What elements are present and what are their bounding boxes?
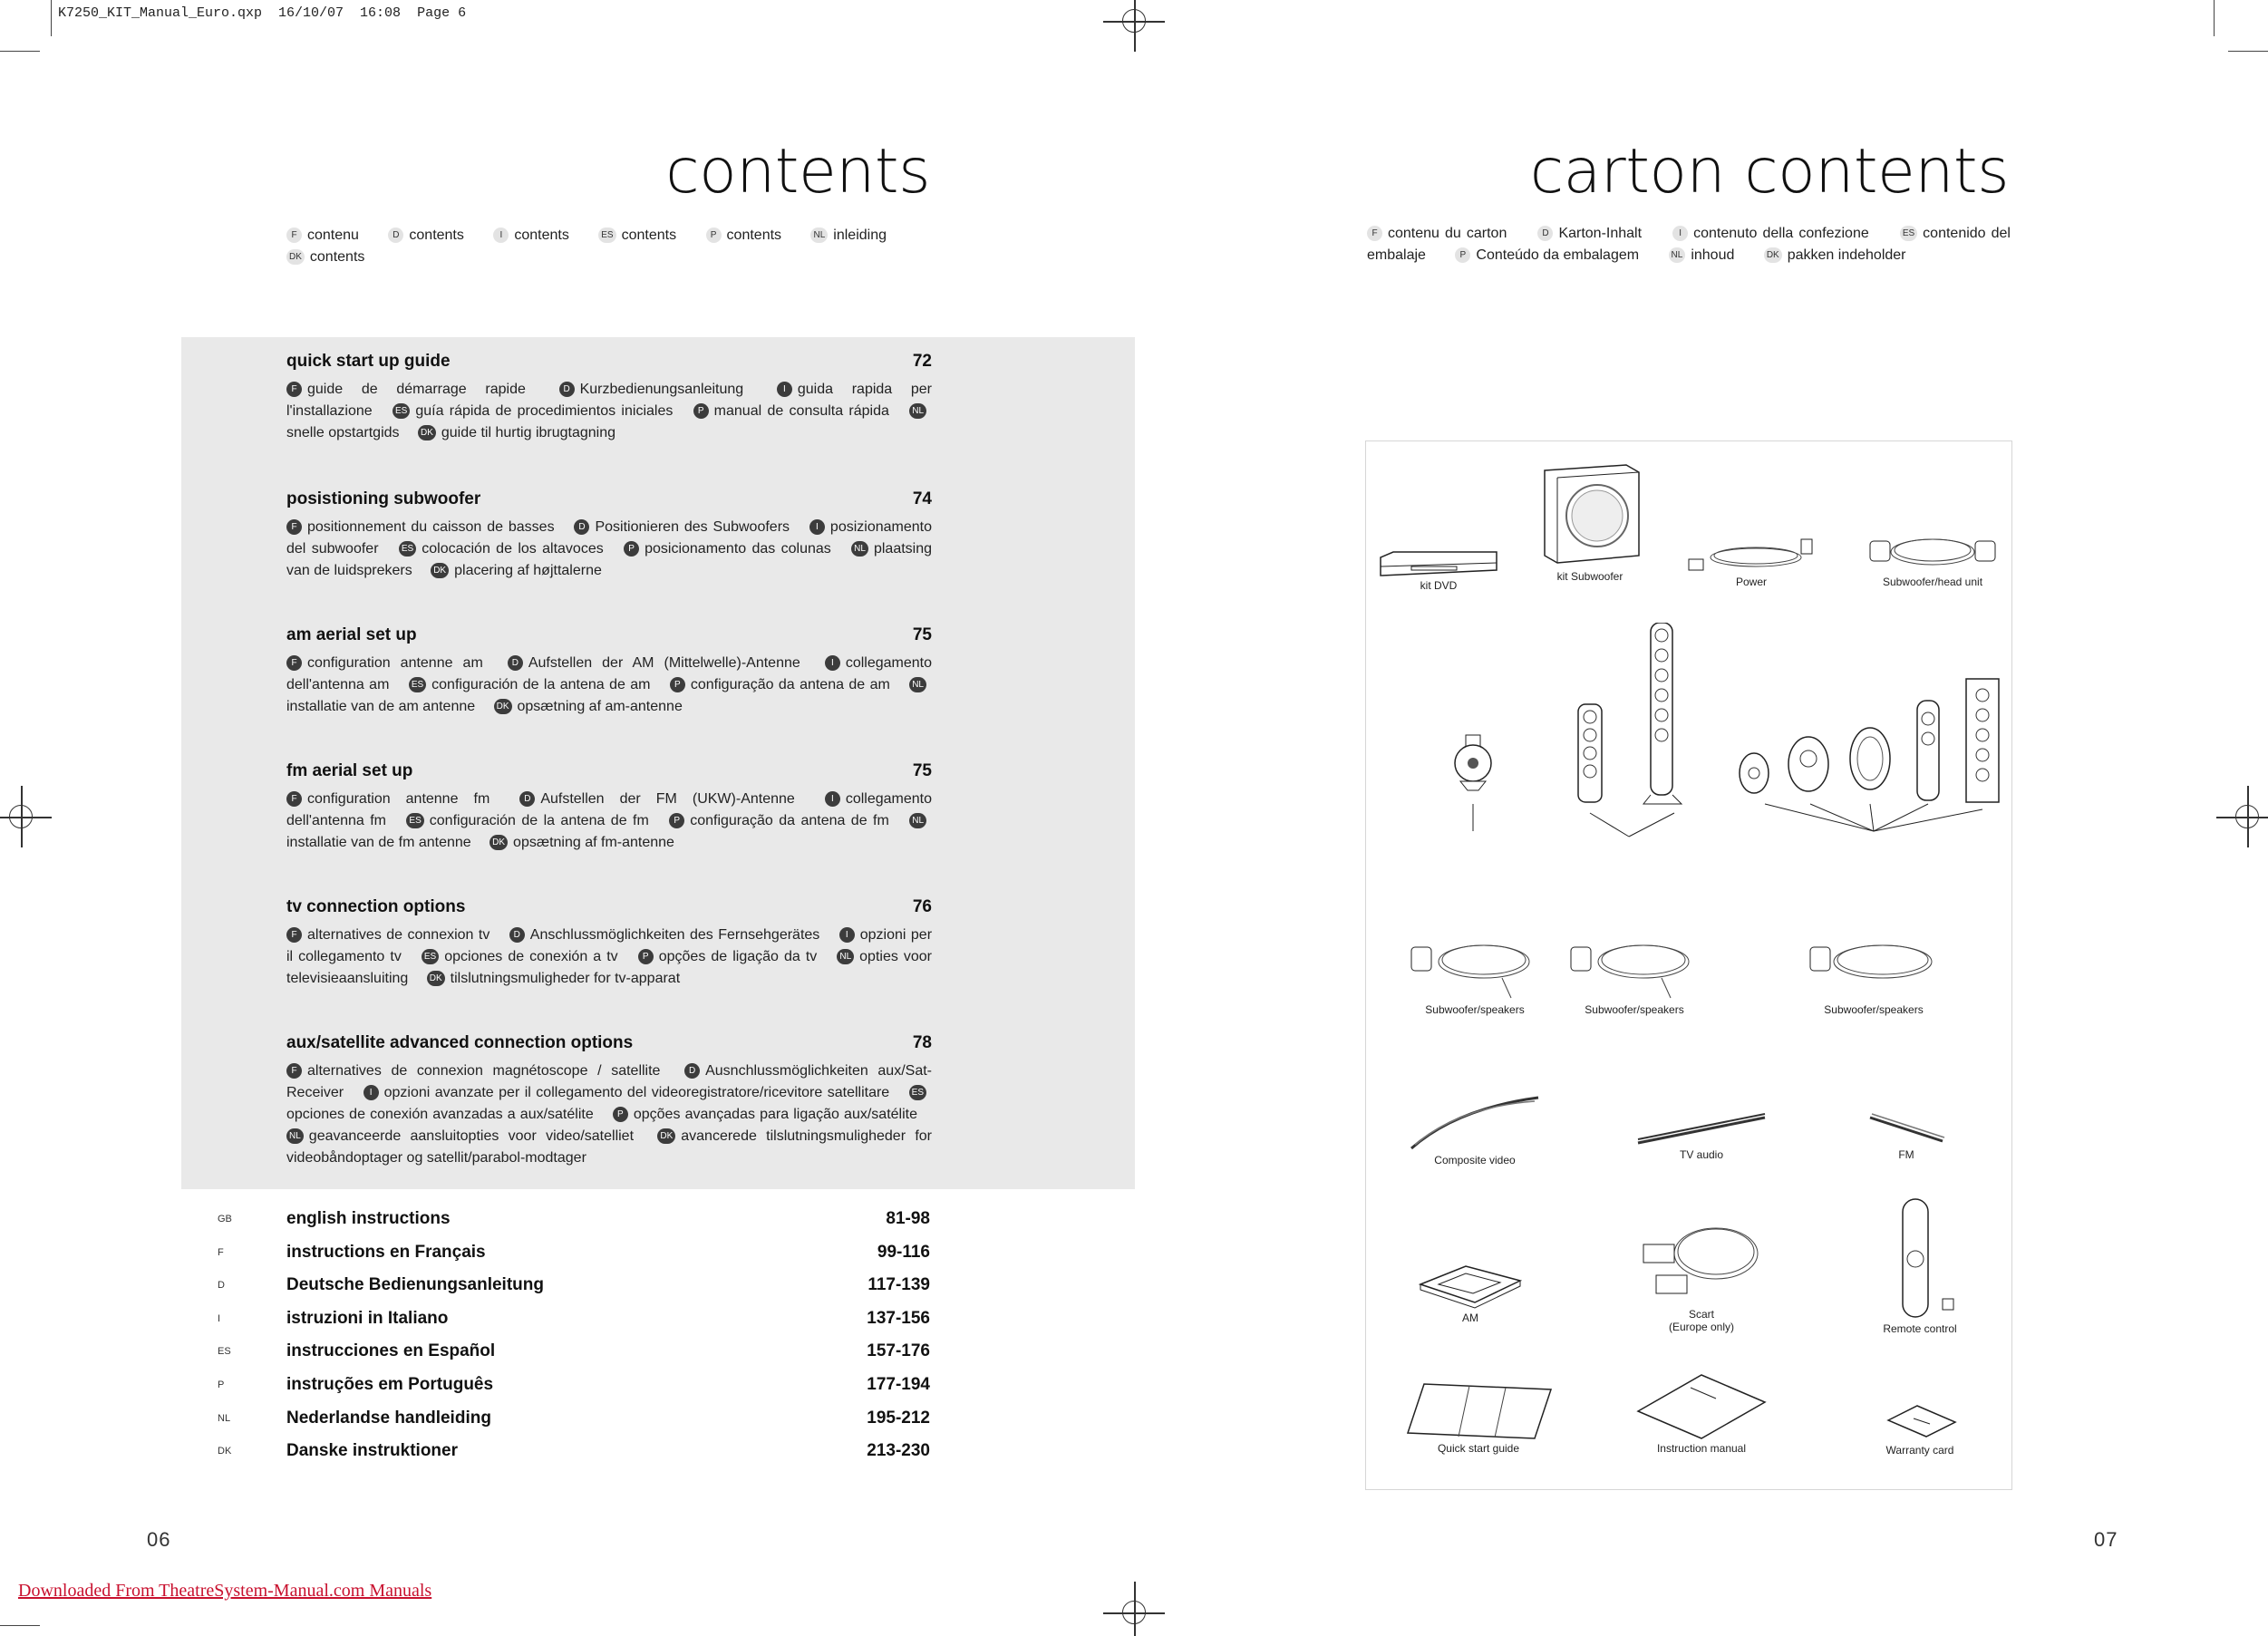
lang-badge: D xyxy=(508,655,523,671)
fm-antenna-item xyxy=(1852,1112,1961,1161)
speaker-cable-icon xyxy=(1562,931,1707,1003)
lang-badge: NL xyxy=(810,227,828,243)
item-caption: Composite video xyxy=(1434,1154,1516,1166)
lang-badge: ES xyxy=(909,1085,926,1100)
translation-text: alternatives de connexion tv xyxy=(307,927,490,943)
translation-text: colocación de los altavoces xyxy=(422,541,604,557)
lang-badge: NL xyxy=(837,949,854,964)
lang-badge: ES xyxy=(409,677,426,692)
translation-text: contents xyxy=(409,227,464,243)
translation-text: installatie van de fm antenne xyxy=(286,835,471,850)
lang-badge: D xyxy=(1537,226,1553,241)
toc-section-title: posistioning subwoofer xyxy=(286,489,481,508)
translation-text: pakken indeholder xyxy=(1787,247,1906,263)
lang-badge: F xyxy=(286,227,302,243)
page-range: 137-156 xyxy=(867,1308,930,1328)
translation-text: contenu du carton xyxy=(1388,226,1507,241)
lang-badge: ES xyxy=(422,949,439,964)
item-caption: AM xyxy=(1462,1312,1478,1324)
page-range: 81-98 xyxy=(886,1209,930,1228)
warranty-card-icon xyxy=(1861,1399,1979,1444)
lang-code: NL xyxy=(218,1412,231,1424)
translation-text: positionnement du caisson de basses xyxy=(307,519,555,535)
lang-badge: F xyxy=(286,791,302,807)
translation-text: opções avançadas para ligação aux/satélite xyxy=(633,1107,917,1122)
toc-section xyxy=(286,489,932,582)
lang-badge: I xyxy=(825,791,840,807)
language-instructions-row[interactable] xyxy=(218,1371,930,1399)
composite-video-cable-item xyxy=(1402,1090,1547,1166)
toc-section-translations xyxy=(286,924,932,990)
translation-text: inleiding xyxy=(833,227,887,243)
page-range: 177-194 xyxy=(867,1375,930,1394)
item-caption: Subwoofer/speakers xyxy=(1585,1003,1684,1016)
page-number-right: 07 xyxy=(2094,1528,2118,1551)
toc-section xyxy=(286,352,932,444)
speaker-cable-icon xyxy=(1402,931,1547,1003)
speaker-cable-icon xyxy=(1801,931,1946,1003)
translation-text: configuration antenne fm xyxy=(307,791,490,807)
lang-badge: DK xyxy=(418,425,436,440)
toc-section-title: aux/satellite advanced connection options xyxy=(286,1033,634,1052)
item-caption: FM xyxy=(1898,1148,1914,1161)
lang-badge: I xyxy=(839,927,855,943)
translation-text: Kurzbedienungsanleitung xyxy=(579,382,744,397)
lang-badge: P xyxy=(638,949,654,964)
translation-text: collegamento dell'antenna fm xyxy=(286,791,932,828)
language-instructions-row[interactable] xyxy=(218,1438,930,1465)
lang-badge: P xyxy=(670,677,685,692)
lang-code: I xyxy=(218,1312,221,1324)
translation-text: posicionamento das colunas xyxy=(645,541,831,557)
contents-translations xyxy=(286,225,932,268)
lang-badge: DK xyxy=(427,971,445,986)
am-antenna-item xyxy=(1411,1248,1529,1324)
item-caption: Remote control xyxy=(1883,1322,1957,1335)
translation-text: guía rápida de procedimientos iniciales xyxy=(415,403,674,419)
lang-badge: D xyxy=(388,227,403,243)
lang-code: ES xyxy=(218,1346,231,1358)
translation-text: guide til hurtig ibrugtagning xyxy=(441,425,616,440)
translation-text: contents xyxy=(514,227,569,243)
subwoofer-icon xyxy=(1536,461,1644,570)
language-label: Danske instruktioner xyxy=(286,1441,458,1461)
scart-cable-icon xyxy=(1629,1217,1774,1308)
toc-section-translations xyxy=(286,379,932,444)
lang-badge: NL xyxy=(1669,247,1686,263)
head-unit-cable-icon xyxy=(1865,528,2001,576)
toc-section-heading[interactable] xyxy=(286,761,932,781)
instruction-manual-icon xyxy=(1629,1366,1774,1442)
lang-badge: F xyxy=(286,519,302,535)
item-caption: Instruction manual xyxy=(1656,1442,1747,1455)
translation-text: avancerede tilslutningsmuligheder for videobåndoptager og satellit/parabol-modtager xyxy=(286,1128,932,1166)
language-instructions-row[interactable] xyxy=(218,1405,930,1432)
toc-section-page: 76 xyxy=(912,897,932,916)
toc-section-page: 75 xyxy=(912,625,932,644)
dvd-unit-icon xyxy=(1375,550,1502,579)
crop-mark xyxy=(0,1625,40,1626)
item-caption: Subwoofer/head unit xyxy=(1882,576,1983,588)
power-cable-item xyxy=(1683,532,1819,588)
lang-badge: P xyxy=(1455,247,1470,263)
toc-section-page: 74 xyxy=(912,489,932,508)
translation-text: contenuto della confezione xyxy=(1693,226,1869,241)
page-range: 157-176 xyxy=(867,1341,930,1361)
lang-badge: DK xyxy=(489,835,508,850)
translation-text: plaatsing van de luidsprekers xyxy=(286,541,933,578)
toc-section-page: 75 xyxy=(912,761,932,780)
toc-section-title: tv connection options xyxy=(286,897,466,916)
lang-badge: P xyxy=(706,227,722,243)
lang-badge: I xyxy=(493,227,509,243)
lang-code: D xyxy=(218,1280,225,1292)
lang-badge: DK xyxy=(431,563,449,578)
translation-text: configuration antenne am xyxy=(307,655,483,671)
lang-badge: DK xyxy=(1764,247,1782,263)
toc-section-translations xyxy=(286,517,932,582)
lang-badge: D xyxy=(519,791,535,807)
toc-section-page: 78 xyxy=(912,1033,932,1052)
language-label: Nederlandse handleiding xyxy=(286,1408,491,1428)
lang-badge: P xyxy=(693,403,709,419)
registration-mark xyxy=(2235,805,2259,828)
toc-section xyxy=(286,761,932,854)
item-caption: Scart (Europe only) xyxy=(1668,1308,1735,1333)
crop-mark xyxy=(2214,0,2215,36)
subwoofer-speakers-cable-item xyxy=(1562,931,1707,1016)
translation-text: opzioni avanzate per il collegamento del videoregistratore/ricevitore satellitare xyxy=(383,1085,890,1100)
translation-text: opties voor televisieaansluiting xyxy=(286,949,933,986)
warranty-card-item xyxy=(1861,1399,1979,1457)
toc-section-heading[interactable] xyxy=(286,489,932,509)
download-source-link[interactable]: Downloaded From TheatreSystem-Manual.com Manuals xyxy=(18,1581,432,1601)
translation-text: Ausnchlussmöglichkeiten aux/Sat-Receiver xyxy=(286,1063,932,1100)
carton-contents-title: carton contents xyxy=(1529,136,2009,208)
toc-section xyxy=(286,1033,932,1169)
remote-control-icon xyxy=(1870,1196,1970,1322)
translation-text: configuração da antena de am xyxy=(690,677,890,692)
translation-text: Conteúdo da embalagem xyxy=(1476,247,1640,263)
lang-badge: I xyxy=(363,1085,379,1100)
translation-text: Aufstellen der AM (Mittelwelle)-Antenne xyxy=(528,655,800,671)
lang-badge: NL xyxy=(909,403,926,419)
translation-text: opciones de conexión avanzadas a aux/satélite xyxy=(286,1107,594,1122)
translation-text: Karton-Inhalt xyxy=(1558,226,1643,241)
lang-badge: I xyxy=(777,382,792,397)
item-caption: kit DVD xyxy=(1420,579,1458,592)
speakers-illustration xyxy=(1366,623,2013,840)
am-antenna-icon xyxy=(1411,1248,1529,1312)
translation-text: contents xyxy=(309,249,365,265)
toc-section-heading[interactable] xyxy=(286,897,932,917)
lang-badge: NL xyxy=(851,541,868,557)
item-caption: Subwoofer/speakers xyxy=(1425,1003,1525,1016)
toc-section-title: quick start up guide xyxy=(286,352,451,371)
language-label: english instructions xyxy=(286,1209,451,1228)
lang-badge: I xyxy=(825,655,840,671)
lang-badge: F xyxy=(286,382,302,397)
page-range: 213-230 xyxy=(867,1441,930,1461)
lang-badge: ES xyxy=(393,403,410,419)
item-caption: kit Subwoofer xyxy=(1556,570,1623,583)
lang-badge: P xyxy=(613,1107,628,1122)
crop-mark xyxy=(0,51,40,52)
remote-control-item xyxy=(1870,1196,1970,1335)
lang-badge: I xyxy=(809,519,825,535)
translation-text: manual de consulta rápida xyxy=(713,403,889,419)
toc-section xyxy=(286,625,932,718)
translation-text: opsætning af fm-antenne xyxy=(513,835,674,850)
language-label: Deutsche Bedienungsanleitung xyxy=(286,1275,544,1295)
translation-text: contenu xyxy=(307,227,359,243)
translation-text: configuración de la antena de am xyxy=(431,677,651,692)
carton-illustration-panel xyxy=(1365,440,2012,1490)
crop-mark xyxy=(2228,51,2268,52)
translation-text: guida rapida per l'installazione xyxy=(286,382,933,419)
item-caption: Warranty card xyxy=(1885,1444,1954,1457)
translation-text: placering af højttalerne xyxy=(454,563,602,578)
page-range: 195-212 xyxy=(867,1408,930,1428)
translation-text: contents xyxy=(621,227,677,243)
lang-badge: F xyxy=(1367,226,1382,241)
quick-start-guide-item xyxy=(1399,1379,1558,1455)
language-label: instrucciones en Español xyxy=(286,1341,496,1361)
toc-section-translations xyxy=(286,653,932,718)
translation-text: Anschlussmöglichkeiten des Fernsehgerätes xyxy=(529,927,820,943)
page-range: 99-116 xyxy=(877,1242,930,1262)
language-instructions-row[interactable] xyxy=(218,1272,930,1299)
page-number-left: 06 xyxy=(147,1528,171,1551)
translation-text: opções de ligação da tv xyxy=(658,949,818,964)
language-instructions-row[interactable] xyxy=(218,1305,930,1332)
lang-badge: DK xyxy=(657,1128,675,1144)
lang-code: F xyxy=(218,1246,224,1258)
translation-text: guide de démarrage rapide xyxy=(307,382,526,397)
lang-code: GB xyxy=(218,1214,232,1225)
registration-mark xyxy=(9,805,33,828)
translation-text: opzioni per il collegamento tv xyxy=(286,927,933,964)
lang-badge: F xyxy=(286,927,302,943)
composite-cable-icon xyxy=(1402,1090,1547,1154)
language-label: instruções em Português xyxy=(286,1375,494,1394)
translation-text: collegamento dell'antenna am xyxy=(286,655,933,692)
item-caption: Power xyxy=(1735,576,1767,588)
translation-text: alternatives de connexion magnétoscope / satellite xyxy=(307,1063,661,1079)
toc-section-heading[interactable] xyxy=(286,352,932,372)
lang-badge: D xyxy=(509,927,525,943)
instruction-manual-item xyxy=(1629,1366,1774,1455)
tv-audio-cable-icon xyxy=(1629,1112,1774,1148)
toc-section-heading[interactable] xyxy=(286,625,932,645)
translation-text: posizionamento del subwoofer xyxy=(286,519,932,557)
subwoofer-head-unit-cable-item xyxy=(1865,528,2001,588)
lang-badge: D xyxy=(559,382,575,397)
lang-badge: NL xyxy=(909,813,926,828)
toc-section-title: fm aerial set up xyxy=(286,761,413,780)
kit-dvd-item xyxy=(1375,550,1502,592)
translation-text: opsætning af am-antenne xyxy=(517,699,683,714)
lang-badge: ES xyxy=(1900,226,1917,241)
registration-mark xyxy=(1122,9,1146,33)
translation-text: configuração da antena de fm xyxy=(690,813,889,828)
translation-text: Aufstellen der FM (UKW)-Antenne xyxy=(540,791,795,807)
lang-badge: F xyxy=(286,655,302,671)
lang-badge: F xyxy=(286,1063,302,1079)
language-instructions-row[interactable] xyxy=(218,1239,930,1266)
translation-text: configuración de la antena de fm xyxy=(429,813,649,828)
scart-cable-item xyxy=(1629,1217,1774,1333)
translation-text: contenido del embalaje xyxy=(1367,226,2011,263)
item-caption: Subwoofer/speakers xyxy=(1824,1003,1924,1016)
toc-section-translations xyxy=(286,789,932,854)
translation-text: tilslutningsmuligheder for tv-apparat xyxy=(450,971,681,986)
language-label: instructions en Français xyxy=(286,1242,486,1262)
lang-badge: ES xyxy=(399,541,416,557)
quick-start-guide-icon xyxy=(1399,1379,1558,1442)
kit-subwoofer-item xyxy=(1531,461,1649,583)
lang-badge: DK xyxy=(494,699,512,714)
translation-text: opciones de conexión a tv xyxy=(444,949,618,964)
item-caption: TV audio xyxy=(1679,1148,1724,1161)
lang-code: DK xyxy=(218,1446,232,1457)
subwoofer-speakers-cable-item xyxy=(1402,931,1547,1016)
lang-badge: NL xyxy=(286,1128,304,1144)
lang-badge: D xyxy=(574,519,589,535)
subwoofer-speakers-cable-item xyxy=(1801,931,1946,1016)
translation-text: snelle opstartgids xyxy=(286,425,400,440)
crop-mark xyxy=(51,0,52,36)
translation-text: inhoud xyxy=(1691,247,1735,263)
translation-text: installatie van de am antenne xyxy=(286,699,476,714)
page-range: 117-139 xyxy=(867,1275,930,1295)
print-slug-line: K7250_KIT_Manual_Euro.qxp 16/10/07 16:08 Page 6 xyxy=(58,5,467,21)
lang-badge: P xyxy=(624,541,639,557)
toc-section-translations xyxy=(286,1060,932,1169)
toc-section-heading[interactable] xyxy=(286,1033,932,1053)
language-label: istruzioni in Italiano xyxy=(286,1308,449,1328)
lang-badge: DK xyxy=(286,249,305,265)
lang-badge: ES xyxy=(406,813,423,828)
translation-text: Positionieren des Subwoofers xyxy=(595,519,790,535)
carton-translations xyxy=(1367,223,2011,266)
lang-badge: P xyxy=(669,813,684,828)
language-instructions-row[interactable] xyxy=(218,1205,930,1233)
lang-badge: D xyxy=(684,1063,700,1079)
language-instructions-row[interactable] xyxy=(218,1338,930,1365)
contents-title: contents xyxy=(665,136,930,208)
toc-section xyxy=(286,897,932,990)
lang-code: P xyxy=(218,1379,225,1390)
toc-section-title: am aerial set up xyxy=(286,625,417,644)
power-cable-icon xyxy=(1683,532,1819,576)
lang-badge: NL xyxy=(909,677,926,692)
tv-audio-cable-item xyxy=(1629,1112,1774,1161)
lang-badge: I xyxy=(1672,226,1688,241)
translation-text: geavanceerde aansluitopties voor video/satelliet xyxy=(308,1128,635,1144)
fm-antenna-icon xyxy=(1852,1112,1961,1148)
translation-text: contents xyxy=(726,227,782,243)
toc-section-page: 72 xyxy=(912,352,932,371)
lang-badge: ES xyxy=(598,227,615,243)
item-caption: Quick start guide xyxy=(1437,1442,1520,1455)
registration-mark xyxy=(1122,1601,1146,1624)
